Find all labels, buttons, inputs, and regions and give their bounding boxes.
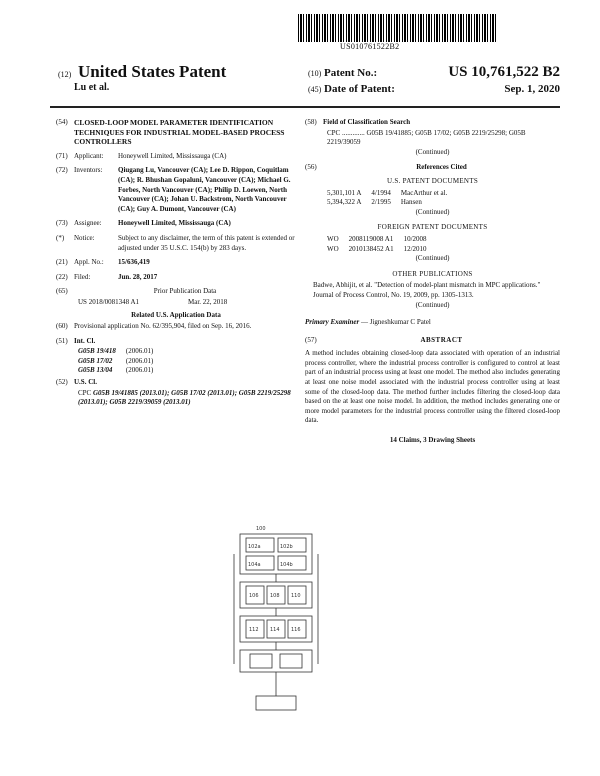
drawing-label: 106	[249, 593, 259, 599]
barcode-number: US010761522B2	[340, 42, 400, 51]
code-54: (54)	[56, 118, 68, 126]
drawing-label: 102a	[248, 544, 261, 550]
abstract-text: A method includes obtaining closed-loop data associated with operation of an industrial process controller, where the industrial process controller is configured to control at least part of an industrial process using at least one model. The method also includes generating at least one noise model associated with the industrial process controller using at least some of the closed-loop data. The method further includes filtering the closed-loop data based on the at least one noise model. In addition, the method includes generating one or more model parameters for the industrial process controller using the filtered closed-loop data.	[305, 349, 560, 425]
us-cl-field	[56, 378, 296, 388]
patent-header-left	[58, 62, 226, 93]
related-field	[56, 322, 296, 332]
us-ref-row	[327, 189, 457, 199]
ref-name: Hansen	[400, 198, 422, 207]
int-cl-class: G05B 13/04	[78, 366, 113, 375]
filed-label: Filed:	[74, 272, 91, 281]
examiner-label: Primary Examiner	[305, 318, 360, 327]
refs-field	[305, 163, 560, 173]
examiner-row: Primary Examiner — Jigneshkumar C Patel	[305, 318, 431, 327]
appl-no-label: Appl. No.:	[74, 258, 104, 267]
code-45: (45)	[308, 85, 322, 94]
us-ref-row	[327, 198, 457, 208]
other-pubs-continued: (Continued)	[415, 300, 450, 309]
ref-date: 10/2008	[403, 234, 427, 243]
assignee-value: Honeywell Limited, Mississauga (CA)	[118, 219, 231, 228]
code-51: (51)	[56, 336, 68, 345]
int-cl-date: (2006.01)	[125, 366, 154, 375]
appl-no-field	[56, 258, 296, 268]
other-pubs-title: OTHER PUBLICATIONS	[392, 269, 473, 278]
us-cl-title: U.S. Cl.	[74, 378, 97, 387]
int-cl-date: (2006.01)	[125, 356, 154, 365]
drawing-box	[250, 654, 272, 668]
code-52: (52)	[56, 378, 68, 387]
applicant-value: Honeywell Limited, Mississauga (CA)	[118, 151, 227, 160]
prior-pub-row	[78, 298, 296, 308]
int-cl-date: (2006.01)	[125, 347, 154, 356]
drawing-label: 114	[270, 627, 280, 633]
field-search-title: Field of Classification Search	[323, 118, 411, 126]
code-71: (71)	[56, 151, 68, 160]
notice-value: Subject to any disclaimer, the term of this patent is extended or adjusted under 35 U.S.C. 154(b) by 283 days.	[118, 233, 295, 252]
code-57: (57)	[305, 335, 317, 344]
drawing-label: 104a	[248, 562, 261, 568]
drawing-ref-main: 100	[256, 526, 266, 532]
foreign-ref-row	[327, 235, 437, 245]
applicant-field	[56, 152, 296, 162]
code-10: (10)	[308, 69, 322, 78]
code-56: (56)	[305, 163, 317, 172]
patent-no-label: Patent No.:	[324, 67, 378, 79]
drawing-label: 116	[291, 627, 301, 633]
examiner-value: Jigneshkumar C Patel	[369, 318, 431, 327]
code-60: (60)	[56, 322, 68, 331]
notice-field	[56, 234, 296, 253]
header-divider	[50, 106, 560, 108]
notice-label: Notice:	[74, 233, 95, 242]
int-cl-row	[78, 347, 163, 357]
filed-field	[56, 273, 296, 283]
field-search	[305, 118, 560, 128]
code-65: (65)	[56, 287, 68, 296]
other-pubs-text: Badwe, Abhijit, et al. "Detection of model-plant mismatch in MPC applications." Journal of Process Control, No. 19, 2009, pp. 1305-1313.	[313, 281, 541, 299]
drawing-box	[280, 654, 302, 668]
ref-number: 5,394,322 A	[327, 198, 362, 207]
code-58: (58)	[305, 118, 317, 126]
us-patent-docs-title: U.S. PATENT DOCUMENTS	[386, 176, 479, 185]
barcode	[298, 14, 498, 42]
code-73: (73)	[56, 219, 68, 228]
drawing-label: 110	[291, 593, 301, 599]
representative-drawing	[226, 524, 326, 734]
ref-number: 2008119008 A1	[348, 234, 394, 243]
field-search-cpc: CPC ............. G05B 19/41885; G05B 17/02; G05B 2219/25298; G05B 2219/39059	[327, 128, 526, 147]
filed-value: Jun. 28, 2017	[118, 272, 158, 281]
us-cl-value-row	[78, 389, 296, 408]
inventors-field	[56, 166, 296, 214]
inventors-label: Inventors:	[74, 166, 103, 175]
code-21: (21)	[56, 258, 68, 267]
drawing-label: 112	[249, 627, 259, 633]
abstract-header	[305, 336, 560, 346]
drawing-mid-block	[240, 650, 312, 672]
us-cl-prefix: CPC	[78, 388, 92, 397]
patent-title: United States Patent	[78, 62, 227, 81]
foreign-ref-row	[327, 245, 437, 255]
int-cl-row	[78, 357, 163, 367]
inventors-value: Qiugang Lu, Vancouver (CA); Lee D. Rippon, Coquitlam (CA); R. Bhushan Gopaluni, Vancouver (CA); Michael G. Forbes, North Vancouver (CA); Philip D. Loewen, North Vancouver (CA); Johan U. Backstrom, North Vancouver (CA); Guy A. Dumont, Vancouver (CA)	[118, 166, 291, 213]
prior-pub-title: Prior Publication Data	[153, 287, 217, 296]
int-cl-title: Int. Cl.	[74, 336, 96, 345]
int-cl-class: G05B 17/02	[78, 356, 113, 365]
ref-date: 12/2010	[403, 244, 427, 253]
foreign-refs-continued: (Continued)	[415, 254, 450, 263]
ref-number: 2010138452 A1	[348, 244, 394, 253]
code-22: (22)	[56, 272, 68, 281]
ref-date: 4/1994	[371, 188, 391, 197]
foreign-docs-title: FOREIGN PATENT DOCUMENTS	[377, 223, 488, 232]
code-12: (12)	[58, 70, 72, 79]
prior-pub-date: Mar. 22, 2018	[188, 297, 228, 306]
us-refs-continued: (Continued)	[415, 207, 450, 216]
patent-date: Sep. 1, 2020	[504, 83, 560, 95]
patent-header-right	[308, 64, 560, 95]
ref-country: WO	[327, 234, 339, 243]
us-cl-value: G05B 19/41885 (2013.01); G05B 17/02 (2013.01); G05B 2219/25298 (2013.01); G05B 2219/39059 (2013.01)	[78, 388, 291, 407]
int-cl-row	[78, 366, 163, 376]
prior-pub-number: US 2018/0081348 A1	[78, 297, 140, 306]
inventors-short: Lu et al.	[74, 82, 110, 93]
code-72: (72)	[56, 166, 68, 175]
right-column	[305, 118, 560, 446]
related-title: Related U.S. Application Data	[131, 310, 221, 319]
invention-title: CLOSED-LOOP MODEL PARAMETER IDENTIFICATION TECHNIQUES FOR INDUSTRIAL MODEL-BASED PROCESS CONTROLLERS	[74, 118, 285, 147]
drawing-top-block	[240, 534, 312, 574]
assignee-label: Assignee:	[74, 219, 102, 228]
ref-date: 2/1995	[371, 198, 391, 207]
ref-name: MacArthur et al.	[400, 188, 448, 197]
abstract-title: ABSTRACT	[420, 335, 463, 344]
left-column	[56, 118, 296, 408]
int-cl-table	[78, 347, 163, 376]
drawing-label: 102b	[280, 544, 293, 550]
field-search-continued: (Continued)	[415, 147, 450, 156]
drawing-label: 104b	[280, 562, 293, 568]
int-cl-class: G05B 19/418	[78, 347, 116, 356]
drawing-label: 108	[270, 593, 280, 599]
prior-pub-field	[56, 287, 296, 297]
title-field	[56, 118, 296, 147]
applicant-label: Applicant:	[74, 151, 104, 160]
ref-number: 5,301,101 A	[327, 188, 362, 197]
related-value: Provisional application No. 62/395,904, filed on Sep. 16, 2016.	[74, 322, 252, 331]
code-notice: (*)	[56, 233, 65, 242]
claims-count: 14 Claims, 3 Drawing Sheets	[389, 436, 476, 445]
refs-title: References Cited	[416, 163, 467, 172]
ref-country: WO	[327, 244, 339, 253]
int-cl-field	[56, 337, 296, 347]
appl-no-value: 15/636,419	[118, 258, 150, 267]
assignee-field	[56, 219, 296, 229]
date-label: Date of Patent:	[324, 83, 395, 95]
foreign-refs-table	[327, 235, 437, 254]
drawing-bottom-box	[256, 696, 296, 710]
patent-number: US 10,761,522 B2	[448, 64, 560, 80]
us-refs-table	[327, 189, 457, 208]
